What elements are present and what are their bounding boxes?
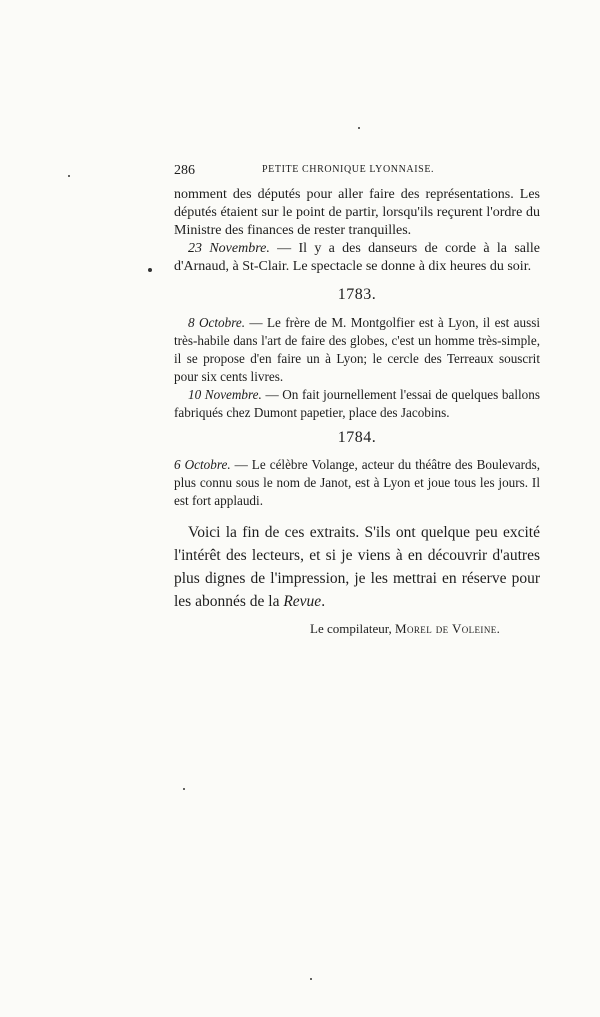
body-block-1: [174, 186, 540, 276]
ink-speck: [358, 127, 360, 129]
entry-text: — On fait journellement l'essai de quelques ballons fabriqués chez Dumont papetier, place des Jacobins.: [174, 387, 540, 420]
page-number: 286: [174, 163, 195, 178]
body-block-1783: [174, 314, 540, 422]
signature-label: Le compilateur,: [310, 621, 392, 636]
year-heading-1784: 1784.: [337, 429, 377, 446]
ink-speck: [68, 175, 70, 177]
year-heading-1783: 1783.: [337, 286, 377, 303]
closing-block: [174, 521, 540, 613]
entry-date: 6 Octobre.: [174, 457, 231, 472]
entry-date: 23 Novembre.: [188, 241, 270, 256]
entry-1784-0: [174, 456, 540, 510]
body-block-1784: [174, 456, 540, 510]
entry-1783-0: [174, 314, 540, 386]
entry-date: 10 Novembre.: [188, 387, 262, 402]
entry-text: — Il y a des danseurs de corde à la salle d'Arnaud, à St-Clair. Le spectacle se donne à dix heures du soir.: [174, 241, 540, 274]
closing-paragraph: [174, 521, 540, 613]
entry-text: — Le frère de M. Montgolfier est à Lyon, il est aussi très-habile dans l'art de faire des globes, c'est un homme très-simple, il se propose d'en faire un à Lyon; le cercle des Terreaux souscrit pour six cents livres.: [174, 315, 540, 384]
ink-speck: [183, 788, 185, 790]
ink-speck: [310, 978, 312, 980]
ink-speck: [148, 268, 152, 272]
signature-author: Morel de Voleine.: [395, 621, 501, 636]
entry-text: — Le célèbre Volange, acteur du théâtre des Boulevards, plus connu sous le nom de Janot, est à Lyon et joue tous les jours. Il est fort applaudi.: [174, 457, 540, 508]
closing-text: Voici la fin de ces extraits. S'ils ont quelque peu excité l'intérêt des lecteurs, et si je viens à en découvrir d'autres plus dignes de l'impression, je les mettrai en réserve pour les abonnés de la: [174, 524, 540, 610]
running-title: PETITE CHRONIQUE LYONNAISE.: [262, 164, 435, 175]
closing-end: .: [321, 593, 326, 610]
entry-date: 8 Octobre.: [188, 315, 245, 330]
continuation-paragraph: nomment des députés pour aller faire des représentations. Les députés étaient sur le point de partir, lorsqu'ils reçurent l'ordre du Ministre des finances de rester tranquilles.: [174, 187, 540, 238]
entry-1782-0: [174, 240, 540, 276]
revue-title: Revue: [283, 593, 322, 610]
entry-1783-1: [174, 386, 540, 422]
page-header: [174, 163, 550, 179]
signature: [310, 621, 542, 637]
